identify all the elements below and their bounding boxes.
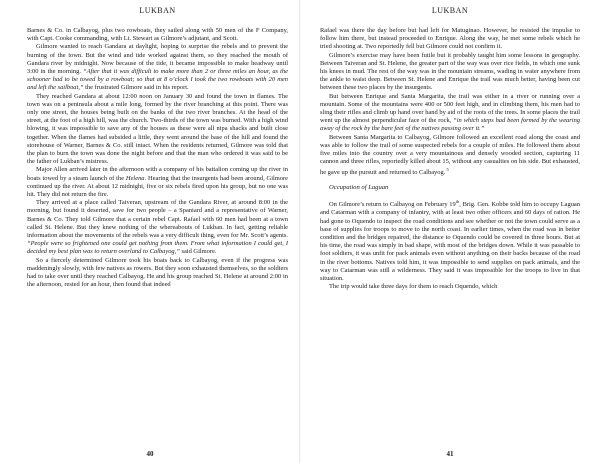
text-span: , Brig. Gen. Kobbe told him to occupy Laguan and Catarman with a company of infantry, with at least two other officers and 60 days of ration. He had gone to Oquendo to inspect the road conditions and see whether or not the town could serve as a base of supplies for troops to move to the north coast. In earlier times, when the road was in better condition and the bridges repaired, the distance to Oquendo could be covered in three hours. But at his time, the road was simply in bad shape, with most of the bridges down. While it was passable to foot soldiers, it was unfit for pack animals even without anything on their backs because of the road in the river bottoms. Natives told him, it was impossible to send supplies on pack animals, and the way to Catarman was still a wilderness. They said it was impossible for the troops to live in that situation. — [320, 201, 580, 282]
superscript: 5 — [445, 167, 449, 173]
right-body-before-heading — [320, 27, 580, 178]
paragraph — [27, 199, 288, 256]
left-page-number: 40 — [146, 450, 154, 458]
right-body-after-heading — [320, 198, 580, 291]
paragraph — [27, 166, 288, 199]
text-span: Between Santa Margarita to Calbayog, Gilmore followed an excellent road along the coast and was able to follow the trail of some suspected rebels for a couple of miles. He followed them about five miles into the country over a very mountainous and densely wooded section, capturing 11 cannon and three rifles, reportedly killed about 15, without any casualties on his side. But exhausted, he gave up the pursuit and returned to Calbayog. — [320, 133, 580, 177]
text-span: So a fiercely determined Gilmore took his boats back to Calbayog, even if the progress was maddeningly slowly, with few natives as rowers. But they soon exhausted themselves, so the soldiers had to take over until they reached Calbayog. He and his group reached St. Helene at around 2:00 in the afternoon, rested for an hour, then found that indeed — [27, 256, 288, 289]
italic-span: “People were so frightened one could get nothing from them. From what information I could get, I decided my best plan was to return overland to Calbayog,” — [27, 240, 288, 256]
text-span: the frustrated Gilmore said in his report. — [83, 84, 189, 92]
text-span: But between Enrique and Santa Margarita, the trail was either in a river or running over a mountain. Some of the mountains were 400 or 500 feet high, and in climbing them, his men had to sling their rifles and climb up hand over hand by aid of the roots of the trees. In some places the trail went up the almost perpendicular face of the rock, — [320, 92, 580, 125]
text-span: The trip would take three days for them to reach Oquendo, which — [329, 283, 498, 291]
paragraph — [320, 198, 580, 283]
right-page-number: 41 — [446, 450, 454, 458]
text-span: On Gilmore’s return to Calbayog on February 19 — [329, 201, 456, 209]
text-span: Gilmore wanted to reach Gandara at daylight, hoping to surprise the rebels and to prevent the burning of the town. But the wind and tide worked against them, so they reached the mouth of Gandara river by midnight. Now because of the tide, it became impossible to make headway until 3:00 in the morning. — [27, 43, 288, 76]
paragraph — [27, 93, 288, 167]
paragraph — [320, 283, 580, 291]
right-page-body — [320, 27, 580, 291]
right-running-head: LUKBAN — [431, 6, 469, 15]
paragraph — [320, 134, 580, 178]
paragraph — [27, 257, 288, 290]
text-span: Rafael was there the day before but had left for Matuginao. However, he resisted the impulse to follow him there, but instead proceeded to Enrique. Along the way, he met some rebels which he tried shooting at. Two reportedly fell but Gilmore could not confirm it. — [320, 27, 580, 51]
paragraph — [27, 27, 288, 43]
paragraph — [320, 27, 580, 52]
italic-span: “in which steps had been formed by the wearing away of the rock by the bare feet of the natives passing over it.” — [320, 117, 581, 133]
text-span: Gilmore’s exercise may have been futile but it probably taught him some lessons in geography. Between Taiveran and St. Helene, the greater part of the way was over rice fields, in which one sunk his knees in mud. The rest of the way was in the mountain streams, wading in water anywhere from the ankle to waist deep. Between St. Helene and Enrique the trail was much better, having been cut between these two places by the insurgents. — [320, 51, 580, 92]
right-page — [300, 0, 600, 463]
paragraph — [320, 52, 580, 93]
paragraph — [27, 43, 288, 92]
left-page-body — [27, 27, 288, 290]
superscript: th — [455, 199, 460, 204]
italic-span: Helena — [125, 174, 145, 182]
text-span: They reached Gandara at about 12:00 noon on January 30 and found the town in flames. The town was on a peninsula about a mile long, formed by the river branching at this point. There was only one street, the houses being built on the banks of the two river branches. At the head of the street, at the foot of a high hill, was the church. Two-thirds of the town was burned. With a high wind blowing, it was impossible to save any of the houses as these were all nipa shacks and built close together. When the flames had subsided a little, they went around the base of the hill and found the storehouse of Warner, Barnes & Co. still intact. When the residents returned, Gilmore was told that the plan to burn the town was done the night before and that the man who ordered it was said to be the father of Lukban’s mistress. — [27, 92, 288, 166]
left-running-head: LUKBAN — [139, 6, 176, 15]
section-heading: Occupation of Laguan — [329, 183, 389, 191]
text-span: They arrived at a place called Taiveran, upstream of the Gandara River, at around 8:00 in the morning, but found it deserted, save for two people – a Spaniard and a representative of Warner, Barnes & Co. They told Gilmore that a certain rebel Capt. Rafael with 60 men had been at a town called St. Helene. But they knew nothing of the whereabouts of Lukban. In fact, getting reliable information about the movements of the rebels was a very difficult thing, even for Mr. Scott’s agents. — [27, 199, 288, 240]
text-span: Major Allen arrived later in the afternoon with a company of his battalion coming up the river in boats towed by a steam launch of the — [27, 166, 288, 182]
paragraph — [320, 93, 580, 134]
text-span: said Gilmore. — [179, 248, 217, 256]
text-span: Barnes & Co. in Calbayog, plus two rowboats, they sailed along with 50 men of the F Company, with Capt. Cooke commanding, with Lt. Stewart as Gilmore’s adjutant, and Scott. — [27, 27, 288, 43]
italic-span: “After that it was difficult to make more than 2 or three miles an hour, as the schooner had to be towed by a rowboat; so that at 8 o’clock I took the two rowboats with 20 men and left the sailboat,” — [27, 68, 288, 92]
text-span: . Hearing that the insurgents had been around, Gilmore continued up the river. At about 12 midnight, five or six rebels fired upon his group, but no one was hit. They did not return the fire. — [27, 174, 288, 199]
